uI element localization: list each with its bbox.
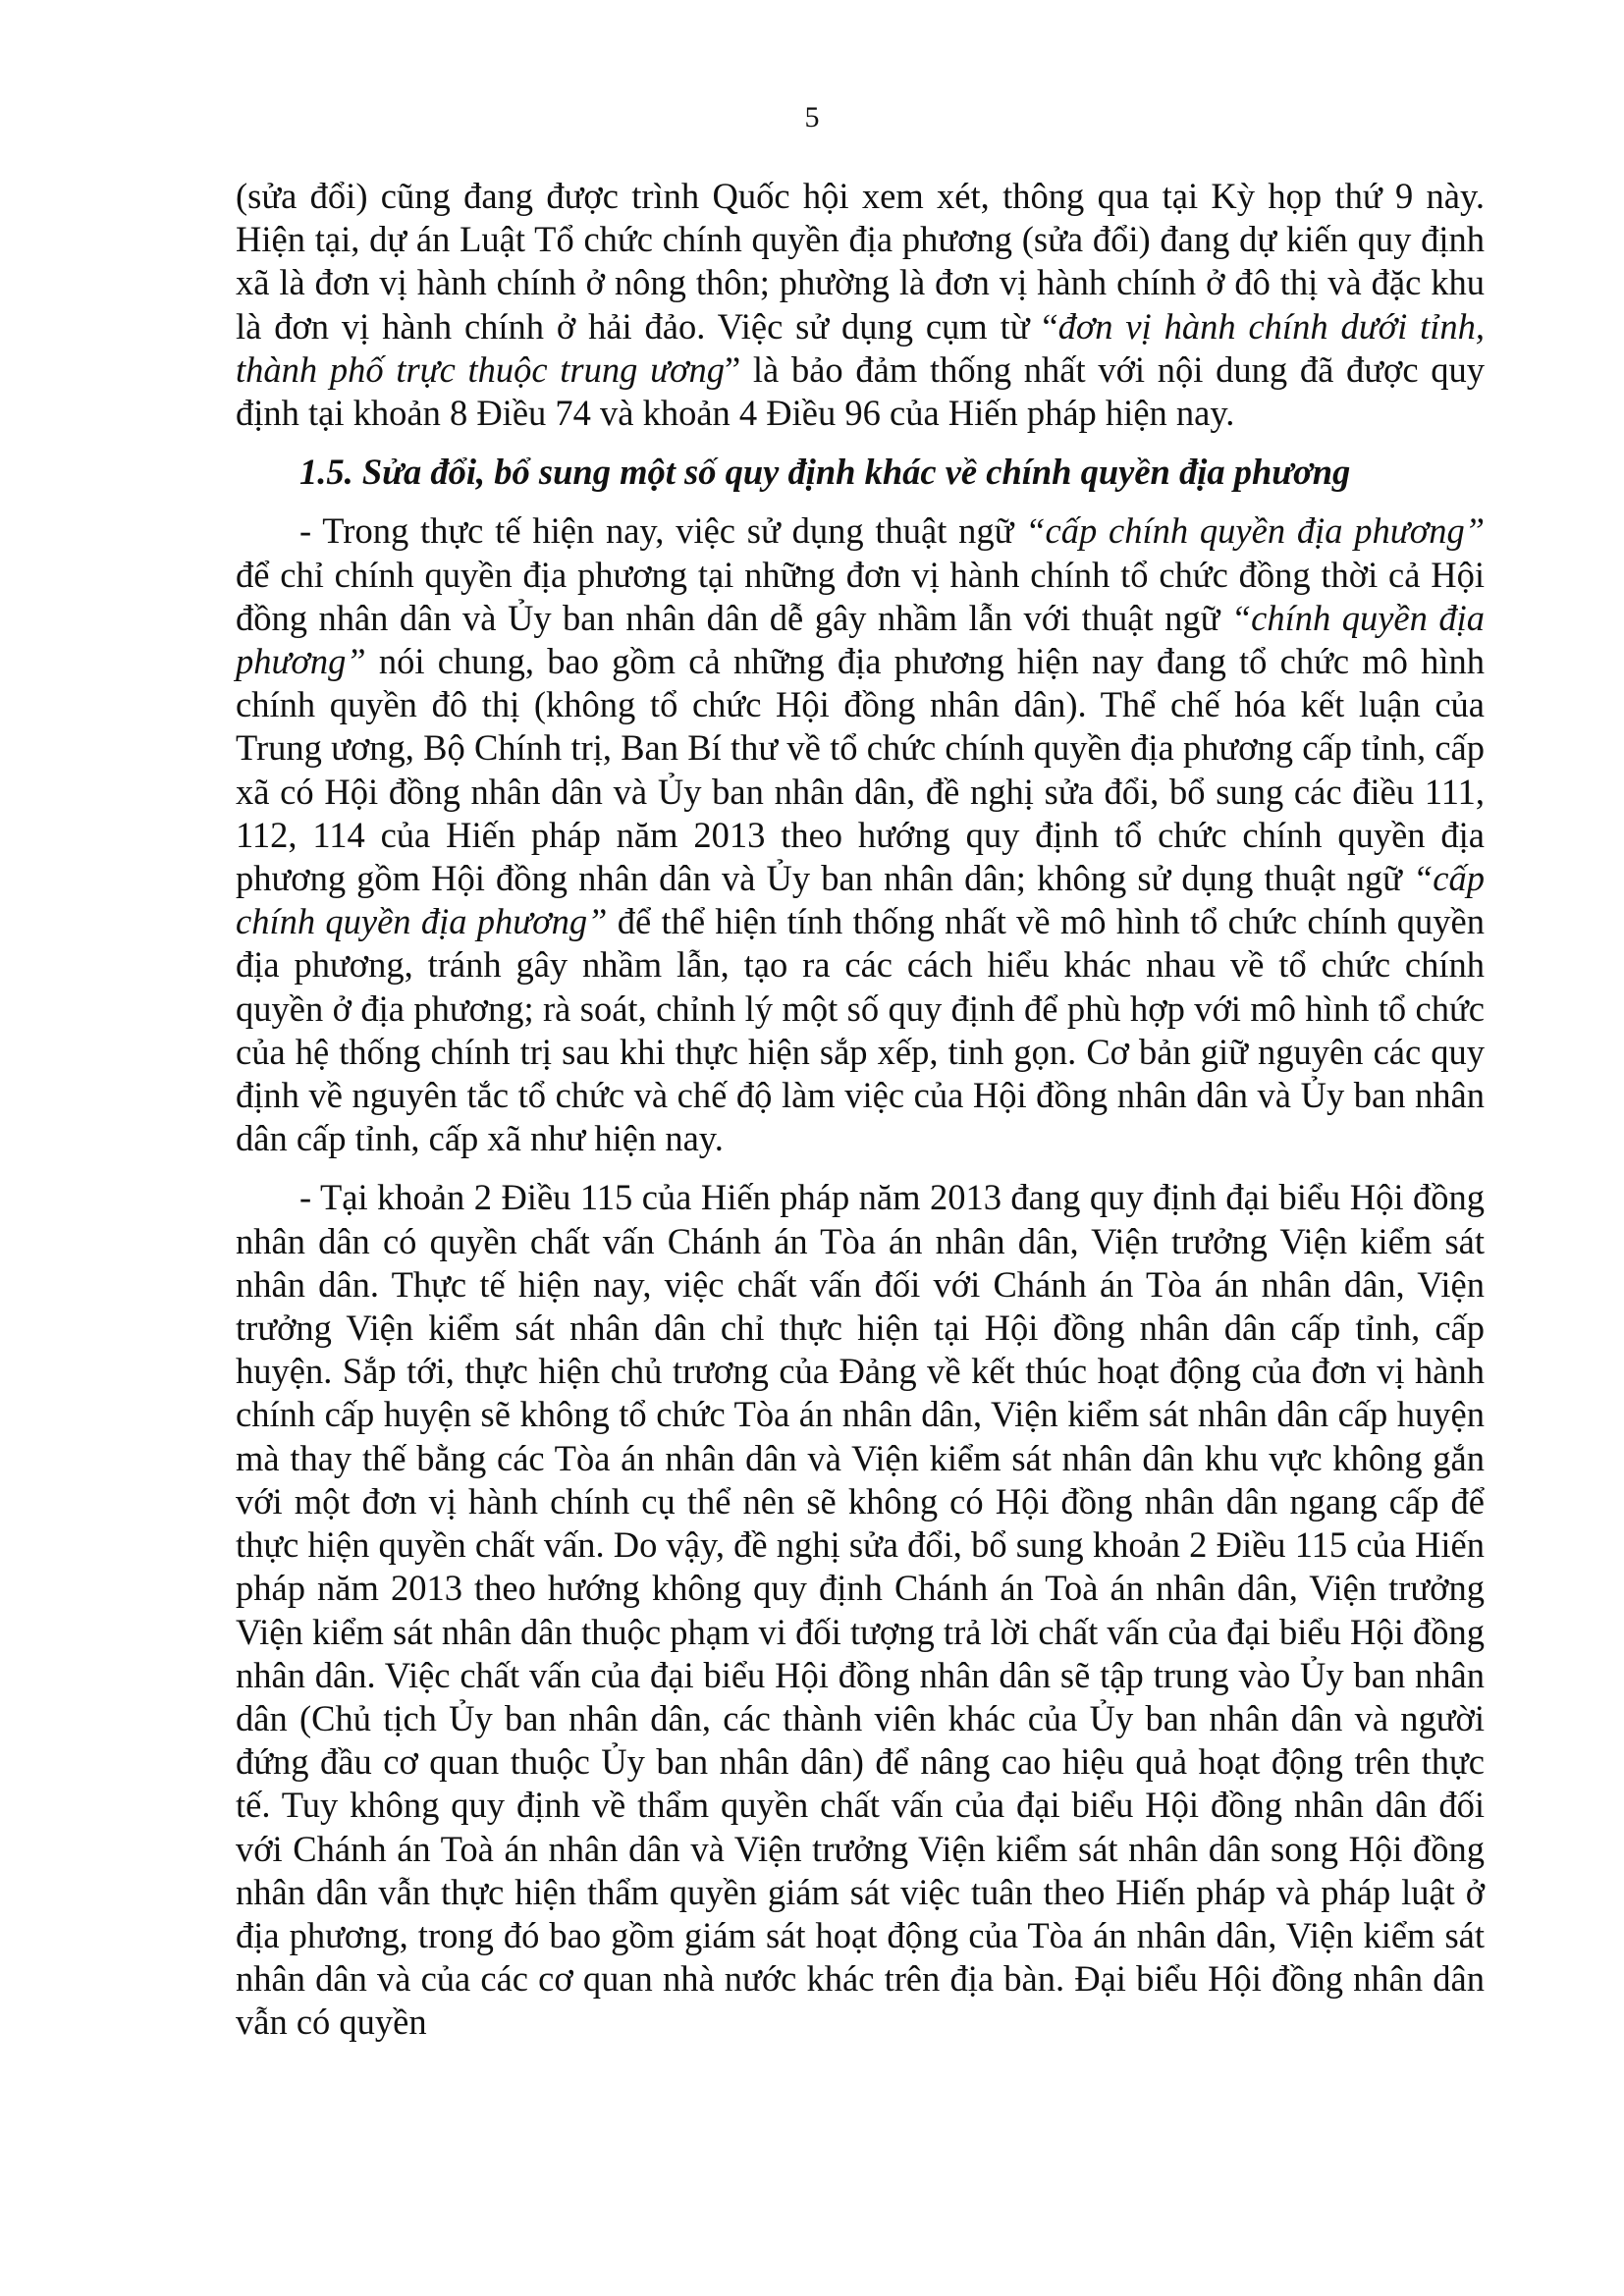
text-run: nói chung, bao gồm cả những địa phương hiện nay đang tổ chức mô hình chính quyền đô thị (không tổ chức Hội đồng nhân dân). Thể chế hóa kết luận của Trung ương, Bộ Chính trị, Ban Bí thư về tổ chức chính quyền địa phương cấp tỉnh, cấp xã có Hội đồng nhân dân và Ủy ban nhân dân, đề nghị sửa đổi, bổ sung các điều 111, 112, 114 của Hiến pháp năm 2013 theo hướng quy định tổ chức chính quyền địa phương gồm Hội đồng nhân dân và Ủy ban nhân dân; không sử dụng thuật ngữ	[236, 641, 1485, 899]
italic-term: “cấp chính quyền địa phương”	[236, 858, 1485, 942]
section-heading: 1.5. Sửa đổi, bổ sung một số quy định khác về chính quyền địa phương	[299, 452, 1351, 493]
italic-term: “chính quyền địa phương”	[236, 597, 1485, 682]
paragraph-continuation	[236, 175, 1485, 435]
text-run: để chỉ chính quyền địa phương tại những đơn vị hành chính tổ chức đồng thời cả Hội đồng nhân dân và Ủy ban nhân dân dễ gây nhầm lẫn với thuật ngữ	[236, 554, 1485, 638]
text-run: (sửa đổi) cũng đang được trình Quốc hội xem xét, thông qua tại Kỳ họp thứ 9 này. Hiện tại, dự án Luật Tổ chức chính quyền địa phương (sửa đổi) đang dự kiến quy định xã là đơn vị hành chính ở nông thôn; phường là đơn vị hành chính ở đô thị và đặc khu là đơn vị hành chính ở hải đảo. Việc sử dụng cụm từ “	[236, 176, 1485, 347]
paragraph-article-115: - Tại khoản 2 Điều 115 của Hiến pháp năm 2013 đang quy định đại biểu Hội đồng nhân dân có quyền chất vấn Chánh án Tòa án nhân dân, Viện trưởng Viện kiểm sát nhân dân. Thực tế hiện nay, việc chất vấn đối với Chánh án Tòa án nhân dân, Viện trưởng Viện kiểm sát nhân dân chỉ thực hiện tại Hội đồng nhân dân cấp tỉnh, cấp huyện. Sắp tới, thực hiện chủ trương của Đảng về kết thúc hoạt động của đơn vị hành chính cấp huyện sẽ không tổ chức Tòa án nhân dân, Viện kiểm sát nhân dân cấp huyện mà thay thế bằng các Tòa án nhân dân và Viện kiểm sát nhân dân khu vực không gắn với một đơn vị hành chính cụ thể nên sẽ không có Hội đồng nhân dân ngang cấp để thực hiện quyền chất vấn. Do vậy, đề nghị sửa đổi, bổ sung khoản 2 Điều 115 của Hiến pháp năm 2013 theo hướng không quy định Chánh án Toà án nhân dân, Viện trưởng Viện kiểm sát nhân dân thuộc phạm vi đối tượng trả lời chất vấn của đại biểu Hội đồng nhân dân. Việc chất vấn của đại biểu Hội đồng nhân dân sẽ tập trung vào Ủy ban nhân dân (Chủ tịch Ủy ban nhân dân, các thành viên khác của Ủy ban nhân dân và người đứng đầu cơ quan thuộc Ủy ban nhân dân) để nâng cao hiệu quả hoạt động trên thực tế. Tuy không quy định về thẩm quyền chất vấn của đại biểu Hội đồng nhân dân đối với Chánh án Toà án nhân dân và Viện trưởng Viện kiểm sát nhân dân song Hội đồng nhân dân vẫn thực hiện thẩm quyền giám sát việc tuân theo Hiến pháp và pháp luật ở địa phương, trong đó bao gồm giám sát hoạt động của Tòa án nhân dân, Viện kiểm sát nhân dân và của các cơ quan nhà nước khác trên địa bàn. Đại biểu Hội đồng nhân dân vẫn có quyền	[236, 1177, 1485, 2043]
text-run: - Trong thực tế hiện nay, việc sử dụng thuật ngữ	[299, 510, 1026, 552]
italic-term: “cấp chính quyền địa phương”	[1025, 510, 1485, 552]
body-text	[236, 175, 1485, 2045]
text-run: để thể hiện tính thống nhất về mô hình tổ chức chính quyền địa phương, tránh gây nhầm lẫn, tạo ra các cách hiểu khác nhau về tổ chức chính quyền ở địa phương; rà soát, chỉnh lý một số quy định để phù hợp với mô hình tổ chức của hệ thống chính trị sau khi thực hiện sắp xếp, tinh gọn. Cơ bản giữ nguyên các quy định về nguyên tắc tổ chức và chế độ làm việc của Hội đồng nhân dân và Ủy ban nhân dân cấp tỉnh, cấp xã như hiện nay.	[236, 901, 1485, 1159]
italic-phrase: đơn vị hành chính dưới tỉnh, thành phố trực thuộc trung ương	[236, 305, 1485, 390]
page-number: 5	[804, 101, 820, 133]
text-run: ” là bảo đảm thống nhất với nội dung đã được quy định tại khoản 8 Điều 74 và khoản 4 Điều 96 của Hiến pháp hiện nay.	[236, 348, 1485, 434]
paragraph-local-government-term	[236, 509, 1485, 1160]
